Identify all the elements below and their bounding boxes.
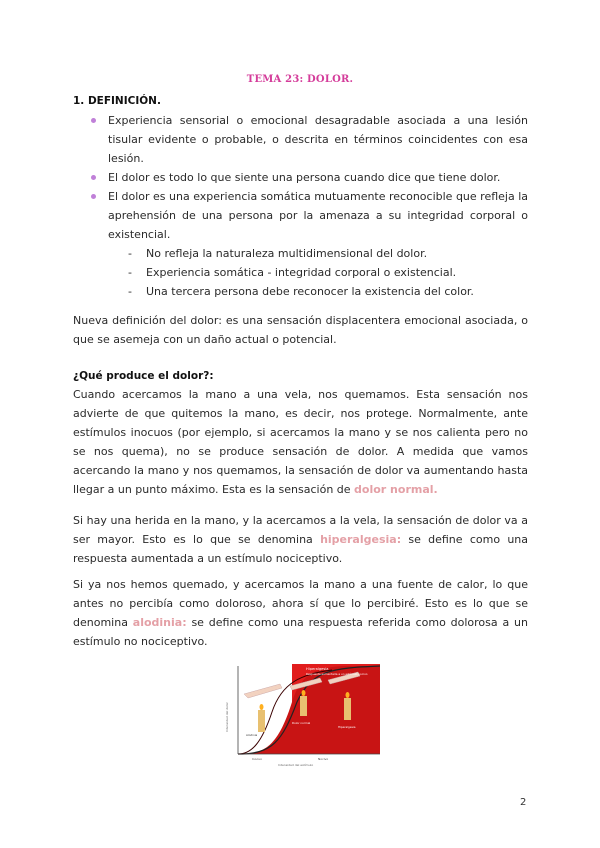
paragraph-hiperalgesia: Si hay una herida en la mano, y la acercamos a la vela, la sensación de dolor va a ser mayor. Esto es lo que se denomina hiperalgesia: se define como una respuesta aumentada a un estímulo nociceptivo. xyxy=(73,514,528,565)
bullet-item: El dolor es una experiencia somática mutuamente reconocible que refleja la aprehensión de una persona por la amenaza a su integridad corporal o existencial. - No refleja la naturaleza multidimensional del dolor. - Experiencia somática - integridad corporal o existencial. - Una tercera persona debe reconocer la existencia del color. xyxy=(88,187,528,301)
highlight-hiperalgesia: hiperalgesia: xyxy=(320,533,402,546)
tick-label-inocuo: Inocuo xyxy=(252,757,263,761)
inner-label-dolor-normal: Dolor normal xyxy=(292,721,311,725)
flame-icon xyxy=(302,690,306,696)
question-heading: ¿Qué produce el dolor?: xyxy=(73,370,214,382)
inner-label-alodinia: Alodinia xyxy=(246,733,258,737)
candle-icon xyxy=(258,710,265,732)
bullet-item: Experiencia sensorial o emocional desagradable asociada a una lesión tisular evidente o probable, o descrita en términos coincidentes con esa lesión. xyxy=(88,111,528,168)
bullet-dot-icon xyxy=(91,175,96,180)
flame-icon xyxy=(346,692,350,698)
definition-bullet-list xyxy=(88,111,528,301)
label-hyperalgesia-title: Hiperalgesia xyxy=(306,667,329,671)
pain-curve-figure xyxy=(222,662,380,772)
label-hyperalgesia-desc: Respuesta aumentada a un estímulo nocivo xyxy=(306,672,368,676)
sub-item: - Una tercera persona debe reconocer la existencia del color. xyxy=(128,282,528,301)
inner-label-hiperalgesia: Hiperalgesia xyxy=(338,725,356,729)
sub-item: - No refleja la naturaleza multidimensional del dolor. xyxy=(128,244,528,263)
bullet-dot-icon xyxy=(91,118,96,123)
dash-icon: - xyxy=(128,285,132,298)
y-axis-label: Intensidad del dolor xyxy=(225,702,229,732)
dash-icon: - xyxy=(128,247,132,260)
page-title: TEMA 23: DOLOR. xyxy=(246,74,354,85)
highlight-dolor-normal: dolor normal. xyxy=(354,483,438,496)
highlight-alodinia: alodinia: xyxy=(132,616,187,629)
tick-label-nocivo: Nocivo xyxy=(318,757,329,761)
sub-item: - Experiencia somática - integridad corporal o existencial. xyxy=(128,263,528,282)
new-definition-paragraph: Nueva definición del dolor: es una sensación displacentera emocional asociada, o que se asemeja con un daño actual o potencial. xyxy=(73,314,528,346)
page-number: 2 xyxy=(520,797,527,808)
bullet-dot-icon xyxy=(91,194,96,199)
bullet-item: El dolor es todo lo que siente una persona cuando dice que tiene dolor. xyxy=(88,168,528,187)
section-heading-definicion: 1. DEFINICIÓN. xyxy=(73,95,161,107)
flame-icon xyxy=(260,704,264,710)
dash-icon: - xyxy=(128,266,132,279)
sub-item-list xyxy=(108,244,528,301)
paragraph-alodinia: Si ya nos hemos quemado, y acercamos la mano a una fuente de calor, lo que antes no percibía como doloroso, ahora sí que lo percibiré. Esto es lo que se denomina alodinia: se define como una respuesta referida como dolorosa a un estímulo no nociceptivo. xyxy=(73,578,528,648)
candle-icon xyxy=(300,696,307,716)
candle-icon xyxy=(344,698,351,720)
x-axis-label: Intensidad del estímulo xyxy=(278,763,314,767)
paragraph-dolor-normal: Cuando acercamos la mano a una vela, nos quemamos. Esta sensación nos advierte de que quitemos la mano, es decir, nos protege. Normalmente, ante estímulos inocuos (por ejemplo, si acercamos la mano y se nos calienta pero no se nos quema), no se produce sensación de dolor. A medida que vamos acercando la mano y nos quemamos, la sensación de dolor va aumentando hasta llegar a un punto máximo. Esta es la sensación de dolor normal. xyxy=(73,388,528,496)
